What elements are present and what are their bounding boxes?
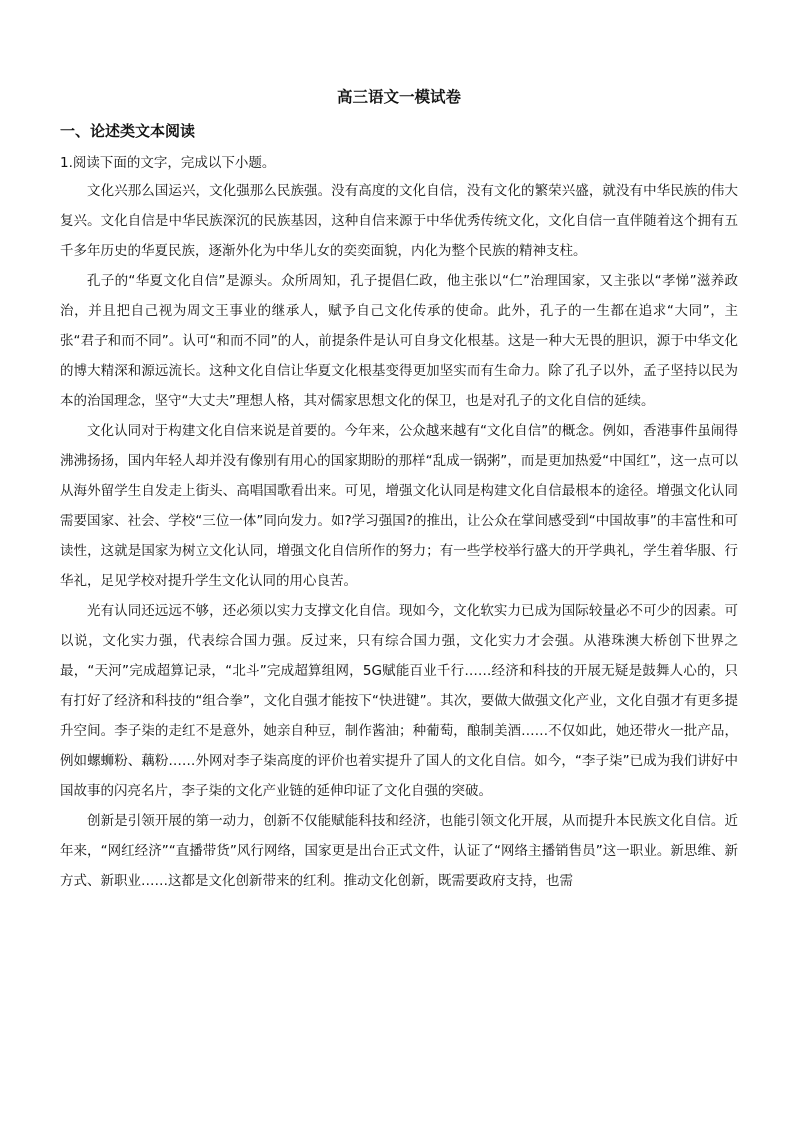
section-heading: 一、论述类文本阅读 xyxy=(60,122,196,140)
paragraph-5: 创新是引领开展的第一动力，创新不仅能赋能科技和经济，也能引领文化开展，从而提升本民族文化自信。近年来，“网红经济”“直播带货”风行网络，国家更是出台正式文件，认证了“网络主播销售员”这一职业。新思维、新方式、新职业……这都是文化创新带来的红利。推动文化创新，既需要政府支持，也需 xyxy=(60,813,738,889)
paragraph-2: 孔子的“华夏文化自信”是源头。众所周知，孔子提倡仁政，他主张以“仁”治理国家，又主张以“孝悌”滋养政治，并且把自己视为周文王事业的继承人，赋予自己文化传承的使命。此外，孔子的一生都在追求“大同”，主张“君子和而不同”。认可“和而不同”的人，前提条件是认可自身文化根基。这是一种大无畏的胆识，源于中华文化的博大精深和源远流长。这种文化自信让华夏文化根基变得更加坚实而有生命力。除了孔子以外，孟子坚持以民为本的治国理念，坚守“大丈夫”理想人格，其对儒家思想文化的保卫，也是对孔子的文化自信的延续。 xyxy=(60,273,738,409)
paragraph-1: 文化兴那么国运兴，文化强那么民族强。没有高度的文化自信，没有文化的繁荣兴盛，就没有中华民族的伟大复兴。文化自信是中华民族深沉的民族基因，这种自信来源于中华优秀传统文化，文化自信一直伴随着这个拥有五千多年历史的华夏民族，逐渐外化为中华儿女的奕奕面貌，内化为整个民族的精神支柱。 xyxy=(60,183,738,259)
paragraph-3: 文化认同对于构建文化自信来说是首要的。今年来，公众越来越有“文化自信”的概念。例如，香港事件虽闹得沸沸扬扬，国内年轻人却并没有像别有用心的国家期盼的那样“乱成一锅粥”，而是更加热爱“中国红”，这一点可以从海外留学生自发走上街头、高唱国歌看出来。可见，增强文化认同是构建文化自信最根本的途径。增强文化认同需要国家、社会、学校“三位一体”同向发力。如?学习强国?的推出，让公众在掌间感受到“中国故事”的丰富性和可读性，这就是国家为树立文化认同，增强文化自信所作的努力；有一些学校举行盛大的开学典礼，学生着华服、行华礼，足见学校对提升学生文化认同的用心良苦。 xyxy=(60,423,738,589)
page-title: 高三语文一模试卷 xyxy=(336,88,461,106)
paragraph-4: 光有认同还远远不够，还必须以实力支撑文化自信。现如今，文化软实力已成为国际较量必不可少的因素。可以说，文化实力强，代表综合国力强。反过来，只有综合国力强，文化实力才会强。从港珠澳大桥创下世界之最，“天河”完成超算记录，“北斗”完成超算组网，5G赋能百业千行……经济和科技的开展无疑是鼓舞人心的，只有打好了经济和科技的“组合拳”，文化自强才能按下“快进键”。其次，要做大做强文化产业，文化自强才有更多提升空间。李子柒的走红不是意外，她亲自种豆，制作酱油；种葡萄，酿制美酒……不仅如此，她还带火一批产品，例如螺蛳粉、藕粉……外网对李子柒高度的评价也着实提升了国人的文化自信。如今，“李子柒”已成为我们讲好中国故事的闪亮名片，李子柒的文化产业链的延伸印证了文化自强的突破。 xyxy=(60,603,738,799)
question-prompt: 1.阅读下面的文字，完成以下小题。 xyxy=(60,155,276,171)
